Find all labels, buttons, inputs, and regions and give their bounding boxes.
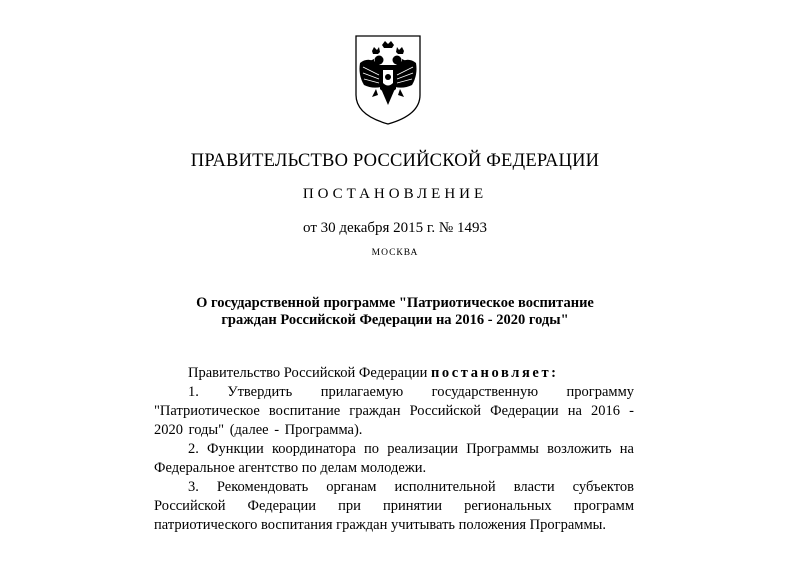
document-date-number: от 30 декабря 2015 г. № 1493 [303,220,487,236]
document-city: МОСКВА [371,248,419,258]
document-type: ПОСТАНОВЛЕНИЕ [302,186,488,202]
document-body [154,364,634,535]
resolution-item: 2. Функции координатора по реализации Программы возложить на Федеральное агентство по делам молодежи. [154,441,634,476]
resolution-item: 1. Утвердить прилагаемую государственную программу "Патриотическое воспитание граждан Российской Федерации на 2016 - 2020 годы" (далее - Программа). [154,384,634,438]
document-title-line: граждан Российской Федерации на 2016 - 2020 годы" [221,312,569,328]
resolution-intro-text: Правительство Российской Федерации [188,365,431,381]
resolution-item: 3. Рекомендовать органам исполнительной власти субъектов Российской Федерации при принятии региональных программ патриотического воспитания граждан учитывать положения Программы. [154,479,634,533]
resolution-verb: постановляет: [430,365,559,381]
coat-of-arms-emblem-icon [352,33,424,127]
document-title-line: О государственной программе "Патриотическое воспитание [196,295,594,311]
government-name: ПРАВИТЕЛЬСТВО РОССИЙСКОЙ ФЕДЕРАЦИИ [190,151,600,171]
resolution-intro [154,364,634,383]
document-title [150,295,640,329]
